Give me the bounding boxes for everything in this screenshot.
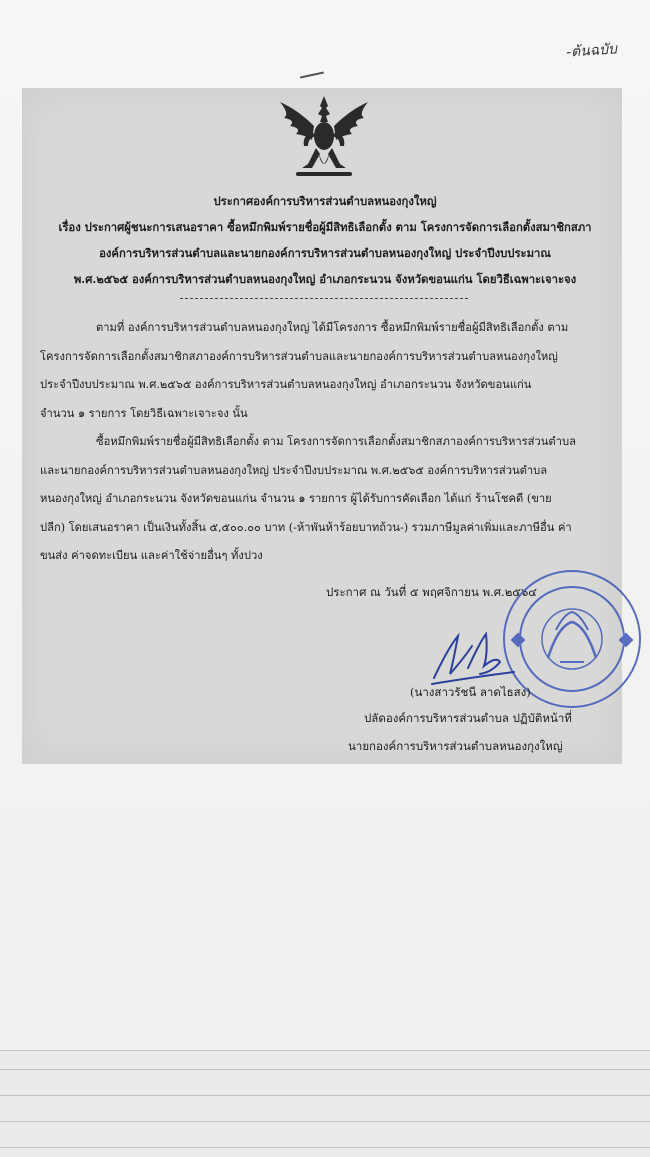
notebook-paper [0,1050,650,1157]
paragraph-1-line: ตามที่ องค์การบริหารส่วนตำบลหนองกุงใหญ่ ได้มีโครงการ ซื้อหมึกพิมพ์รายชื่อผู้มีสิทธิเลือกตั้ง ตาม [96,321,569,334]
paragraph-2-line: หนองกุงใหญ่ อำเภอกระนวน จังหวัดขอนแก่น จำนวน ๑ รายการ ผู้ได้รับการคัดเลือก ได้แก่ ร้านโชคดี (ขาย [40,492,552,505]
dashed-separator [180,298,468,299]
paragraph-1-line: ประจำปีงบประมาณ พ.ศ.๒๕๖๕ องค์การบริหารส่วนตำบลหนองกุงใหญ่ อำเภอกระนวน จังหวัดขอนแก่น [40,378,532,391]
handwritten-signature [428,628,518,690]
ruled-line [0,1147,650,1148]
signer-name: (นางสาวรัชนี ลาดไธสง) [410,685,531,699]
signer-position: ปลัดองค์การบริหารส่วนตำบล ปฏิบัติหน้าที่ [364,711,572,725]
paragraph-2-line: ปลีก) โดยเสนอราคา เป็นเงินทั้งสิ้น ๕,๕๐๐.๐๐ บาท (-ห้าพันห้าร้อยบาทถ้วน-) รวมภาษีมูลค่าเพิ่มและภาษีอื่น ค่า [40,520,572,534]
signer-acting-position: นายกองค์การบริหารส่วนตำบลหนองกุงใหญ่ [348,739,563,753]
header-subject-line-1: เรื่อง ประกาศผู้ชนะการเสนอราคา ซื้อหมึกพิมพ์รายชื่อผู้มีสิทธิเลือกตั้ง ตาม โครงการจัดการเลือกตั้งสมาชิกสภา [58,220,592,234]
ruled-line [0,1095,650,1096]
paragraph-2-line: และนายกองค์การบริหารส่วนตำบลหนองกุงใหญ่ ประจำปีงบประมาณ พ.ศ.๒๕๖๕ องค์การบริหารส่วนตำบล [40,463,548,477]
header-subject-line-2: องค์การบริหารส่วนตำบลและนายกองค์การบริหารส่วนตำบลหนองกุงใหญ่ ประจำปีงบประมาณ [99,246,551,260]
header-subject-line-3: พ.ศ.๒๕๖๕ องค์การบริหารส่วนตำบลหนองกุงใหญ่ อำเภอกระนวน จังหวัดขอนแก่น โดยวิธีเฉพาะเจาะจง [73,272,577,286]
announcement-body [40,314,610,571]
paragraph-2-line: ซื้อหมึกพิมพ์รายชื่อผู้มีสิทธิเลือกตั้ง ตาม โครงการจัดการเลือกตั้งสมาชิกสภาองค์การบริหารส่วนตำบล [96,435,576,448]
announcement-header [30,188,620,292]
announcement-date: ประกาศ ณ วันที่ ๕ พฤศจิกายน พ.ศ.๒๕๖๔ [326,585,538,599]
header-title: ประกาศองค์การบริหารส่วนตำบลหนองกุงใหญ่ [213,194,437,208]
ruled-line [0,1069,650,1070]
paragraph-1-line: โครงการจัดการเลือกตั้งสมาชิกสภาองค์การบริหารส่วนตำบลและนายกองค์การบริหารส่วนตำบลหนองกุงใหญ่ [40,349,558,363]
garuda-emblem-icon [276,92,372,182]
paragraph-2-line: ขนส่ง ค่าจดทะเบียน และค่าใช้จ่ายอื่นๆ ทั้งปวง [40,549,263,562]
handwritten-note: -ต้นฉบับ [565,41,618,61]
ruled-line [0,1121,650,1122]
paragraph-1-line: จำนวน ๑ รายการ โดยวิธีเฉพาะเจาะจง นั้น [40,406,248,420]
